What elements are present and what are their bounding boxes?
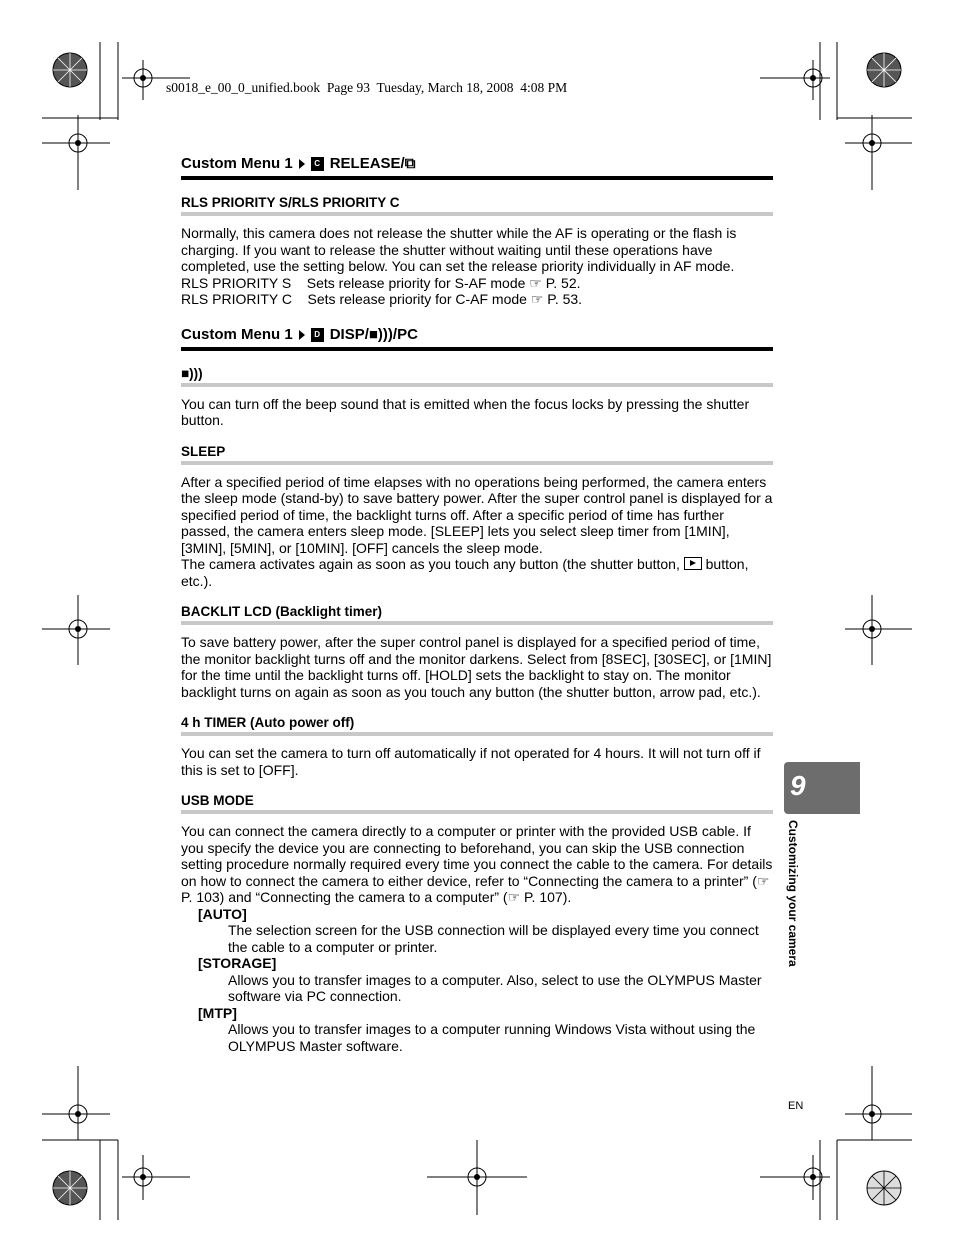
chapter-label: Customizing your camera <box>786 820 800 967</box>
usb-option-desc: Allows you to transfer images to a computer running Windows Vista without using the OLYMPUS Master software. <box>228 1021 756 1054</box>
custom-menu-icon: C <box>311 157 324 171</box>
subheading-sleep: SLEEP <box>181 429 773 465</box>
subheading-usb: USB MODE <box>181 778 773 814</box>
sleep-paragraph-2 <box>181 556 773 589</box>
subheading-backlit: BACKLIT LCD (Backlight timer) <box>181 589 773 625</box>
usb-option-desc: The selection screen for the USB connection will be displayed every time you connect the cable to a computer or printer. <box>228 922 759 955</box>
usb-option-desc: Allows you to transfer images to a computer. Also, select to use the OLYMPUS Master software via PC connection. <box>228 971 762 1004</box>
chapter-label-vertical <box>784 820 800 1000</box>
sleep-text-a: The camera activates again as soon as you touch any button (the shutter button, <box>181 556 680 572</box>
usb-paragraph: You can connect the camera directly to a computer or printer with the provided USB cable. If you specify the device you are connecting to beforehand, you can skip the USB connection setting procedure normally required every time you connect the cable to the camera. For details on how to connect the camera to either device, refer to “Connecting the camera to a printer” (☞ P. 103) and “Connecting the camera to a computer” (☞ P. 107). <box>181 823 773 905</box>
chapter-tab <box>784 762 860 814</box>
section-heading: DISP/■)))/PC <box>329 325 418 343</box>
subheading-beep: ■))) <box>181 351 773 387</box>
sleep-paragraph: After a specified period of time elapses with no operations being performed, the camera enters the sleep mode (stand-by) to save battery power. After the super control panel is displayed for a specified period of time, the backlight turns off. After a specific period of time has further passed, the camera enters sleep mode. [SLEEP] lets you select sleep timer from [1MIN], [3MIN], [5MIN], or [10MIN]. [OFF] cancels the sleep mode. <box>181 473 773 556</box>
chapter-number: 9 <box>790 770 806 801</box>
subheading-timer: 4 h TIMER (Auto power off) <box>181 700 773 736</box>
arrow-right-icon <box>299 330 305 340</box>
usb-option-term: [MTP] <box>198 1004 237 1021</box>
custom-menu-icon: D <box>311 328 324 342</box>
backlit-paragraph: To save battery power, after the super control panel is displayed for a specified period of time, the monitor backlight turns off and the monitor darkens. Select from [8SEC], [30SEC], or [1MIN] for the time until the backlight turns off. [HOLD] sets the backlight to stay on. The monitor backlight turns on again as soon as you touch any button (the shutter button, arrow pad, etc.). <box>181 634 772 700</box>
subheading-rls-priority: RLS PRIORITY S/RLS PRIORITY C <box>181 180 773 216</box>
usb-options <box>181 906 773 1055</box>
menu-name: Custom Menu 1 <box>181 155 293 172</box>
section-title-release <box>181 152 773 180</box>
beep-paragraph: You can turn off the beep sound that is emitted when the focus locks by pressing the shutter button. <box>181 395 750 428</box>
menu-name: Custom Menu 1 <box>181 325 293 343</box>
section-heading: RELEASE/⧉ <box>329 155 416 172</box>
rls-c-line: RLS PRIORITY C Sets release priority for C-AF mode ☞ P. 53. <box>181 291 583 307</box>
usb-option-term: [STORAGE] <box>198 955 277 971</box>
sleep-text-b: button, etc.). <box>181 556 749 589</box>
timer-paragraph: You can set the camera to turn off automatically if not operated for 4 hours. It will not turn off if this is set to [OFF]. <box>181 745 761 778</box>
playback-button-icon <box>684 557 702 570</box>
usb-option-term: [AUTO] <box>198 905 247 922</box>
rls-s-line: RLS PRIORITY S Sets release priority for S-AF mode ☞ P. 52. <box>181 274 581 291</box>
book-header: s0018_e_00_0_unified.book Page 93 Tuesday, March 18, 2008 4:08 PM <box>166 80 568 95</box>
language-marker: EN <box>788 1100 804 1112</box>
page-content <box>181 152 773 1054</box>
section-title-disp <box>181 323 773 351</box>
arrow-right-icon <box>299 159 305 169</box>
rls-paragraph: Normally, this camera does not release the shutter while the AF is operating or the flash is charging. If you want to release the shutter without waiting until these operations have completed, use the setting below. You can set the release priority individually in AF mode. <box>181 225 737 274</box>
